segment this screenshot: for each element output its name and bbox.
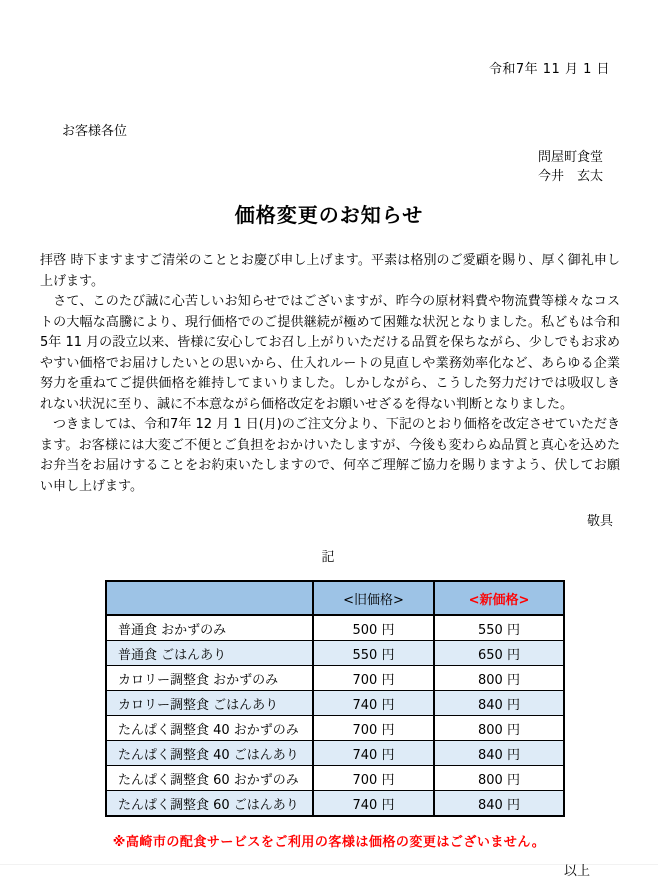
table-row [106,615,564,641]
menu-item-name: たんぱく調整食 40 おかずのみ [106,716,313,741]
table-row [106,691,564,716]
closing-keigu: 敬具 [586,514,613,529]
header-new-price: <新価格> [434,581,564,615]
menu-item-name: たんぱく調整食 60 おかずのみ [106,766,313,791]
price-table-header-row [106,581,564,615]
new-price-value: 840 円 [434,791,564,817]
table-row [106,791,564,817]
new-price-value: 840 円 [434,691,564,716]
paragraph-background: さて、このたび誠に心苦しいお知らせではございますが、昨今の原材料費や物流費等様々なコストの大幅な高騰により、現行価格でのご提供継続が極めて困難な状況となりました。私どもは令和5年 11 月の設立以来、皆様に安心してお召し上がりいただける品質を保ちながら、少しでもお求めやすい価格でお届けしたいとの思いから、仕入れルートの見直しや業務効率化など、あらゆる企業努力を重ねてご提供価格を維持してまいりました。しかしながら、こうした努力だけでは吸収しきれない状況に至り、誠に不本意ながら価格改定をお願いせざるを得ない判断となりました。 [40,294,620,412]
old-price-value: 700 円 [313,716,434,741]
new-price-value: 550 円 [434,615,564,641]
menu-item-name: カロリー調整食 おかずのみ [106,666,313,691]
old-price-value: 740 円 [313,741,434,766]
exception-note: ※高崎市の配食サービスをご利用の客様は価格の変更はございません。 [112,835,546,850]
table-row [106,766,564,791]
sender-block [0,148,658,186]
sender-company: 問屋町食堂 [538,150,604,165]
new-price-value: 800 円 [434,666,564,691]
paragraph-request: つきましては、令和7年 12 月 1 日(月)のご注文分より、下記のとおり価格を改定させていただきます。お客様には大変ご不便とご負担をおかけいたしますが、今後も変わらぬ品質と真心を込めたお弁当をお届けすることをお約束いたしますので、何卒ご理解ご協力を賜りますよう、伏してお願い申し上げます。 [40,417,620,494]
new-price-value: 800 円 [434,766,564,791]
menu-item-name: たんぱく調整食 40 ごはんあり [106,741,313,766]
old-price-value: 550 円 [313,641,434,666]
table-row [106,641,564,666]
sender-name: 今井 玄太 [538,169,604,184]
old-price-value: 700 円 [313,766,434,791]
end-marker-ijou: 以上 [563,864,590,879]
table-row [106,666,564,691]
header-item-blank [106,581,313,615]
paragraph-greeting: 拝啓 時下ますますご清栄のこととお慶び申し上げます。平素は格別のご愛顧を賜り、厚く御礼申し上げます。 [40,253,620,289]
table-row [106,741,564,766]
old-price-value: 500 円 [313,615,434,641]
old-price-value: 700 円 [313,666,434,691]
header-old-price: <旧価格> [313,581,434,615]
menu-item-name: カロリー調整食 ごはんあり [106,691,313,716]
letter-body [0,251,658,497]
new-price-value: 650 円 [434,641,564,666]
recipient: お客様各位 [62,124,128,139]
old-price-value: 740 円 [313,791,434,817]
menu-item-name: たんぱく調整食 60 ごはんあり [106,791,313,817]
price-table [105,580,565,817]
page-title: 価格変更のお知らせ [234,203,424,227]
price-table-body [106,615,564,816]
new-price-value: 840 円 [434,741,564,766]
menu-item-name: 普通食 おかずのみ [106,615,313,641]
menu-item-name: 普通食 ごはんあり [106,641,313,666]
letter-date: 令和7年 11 月 1 日 [488,62,610,77]
old-price-value: 740 円 [313,691,434,716]
record-marker-ki: 記 [321,550,337,565]
table-row [106,716,564,741]
new-price-value: 800 円 [434,716,564,741]
